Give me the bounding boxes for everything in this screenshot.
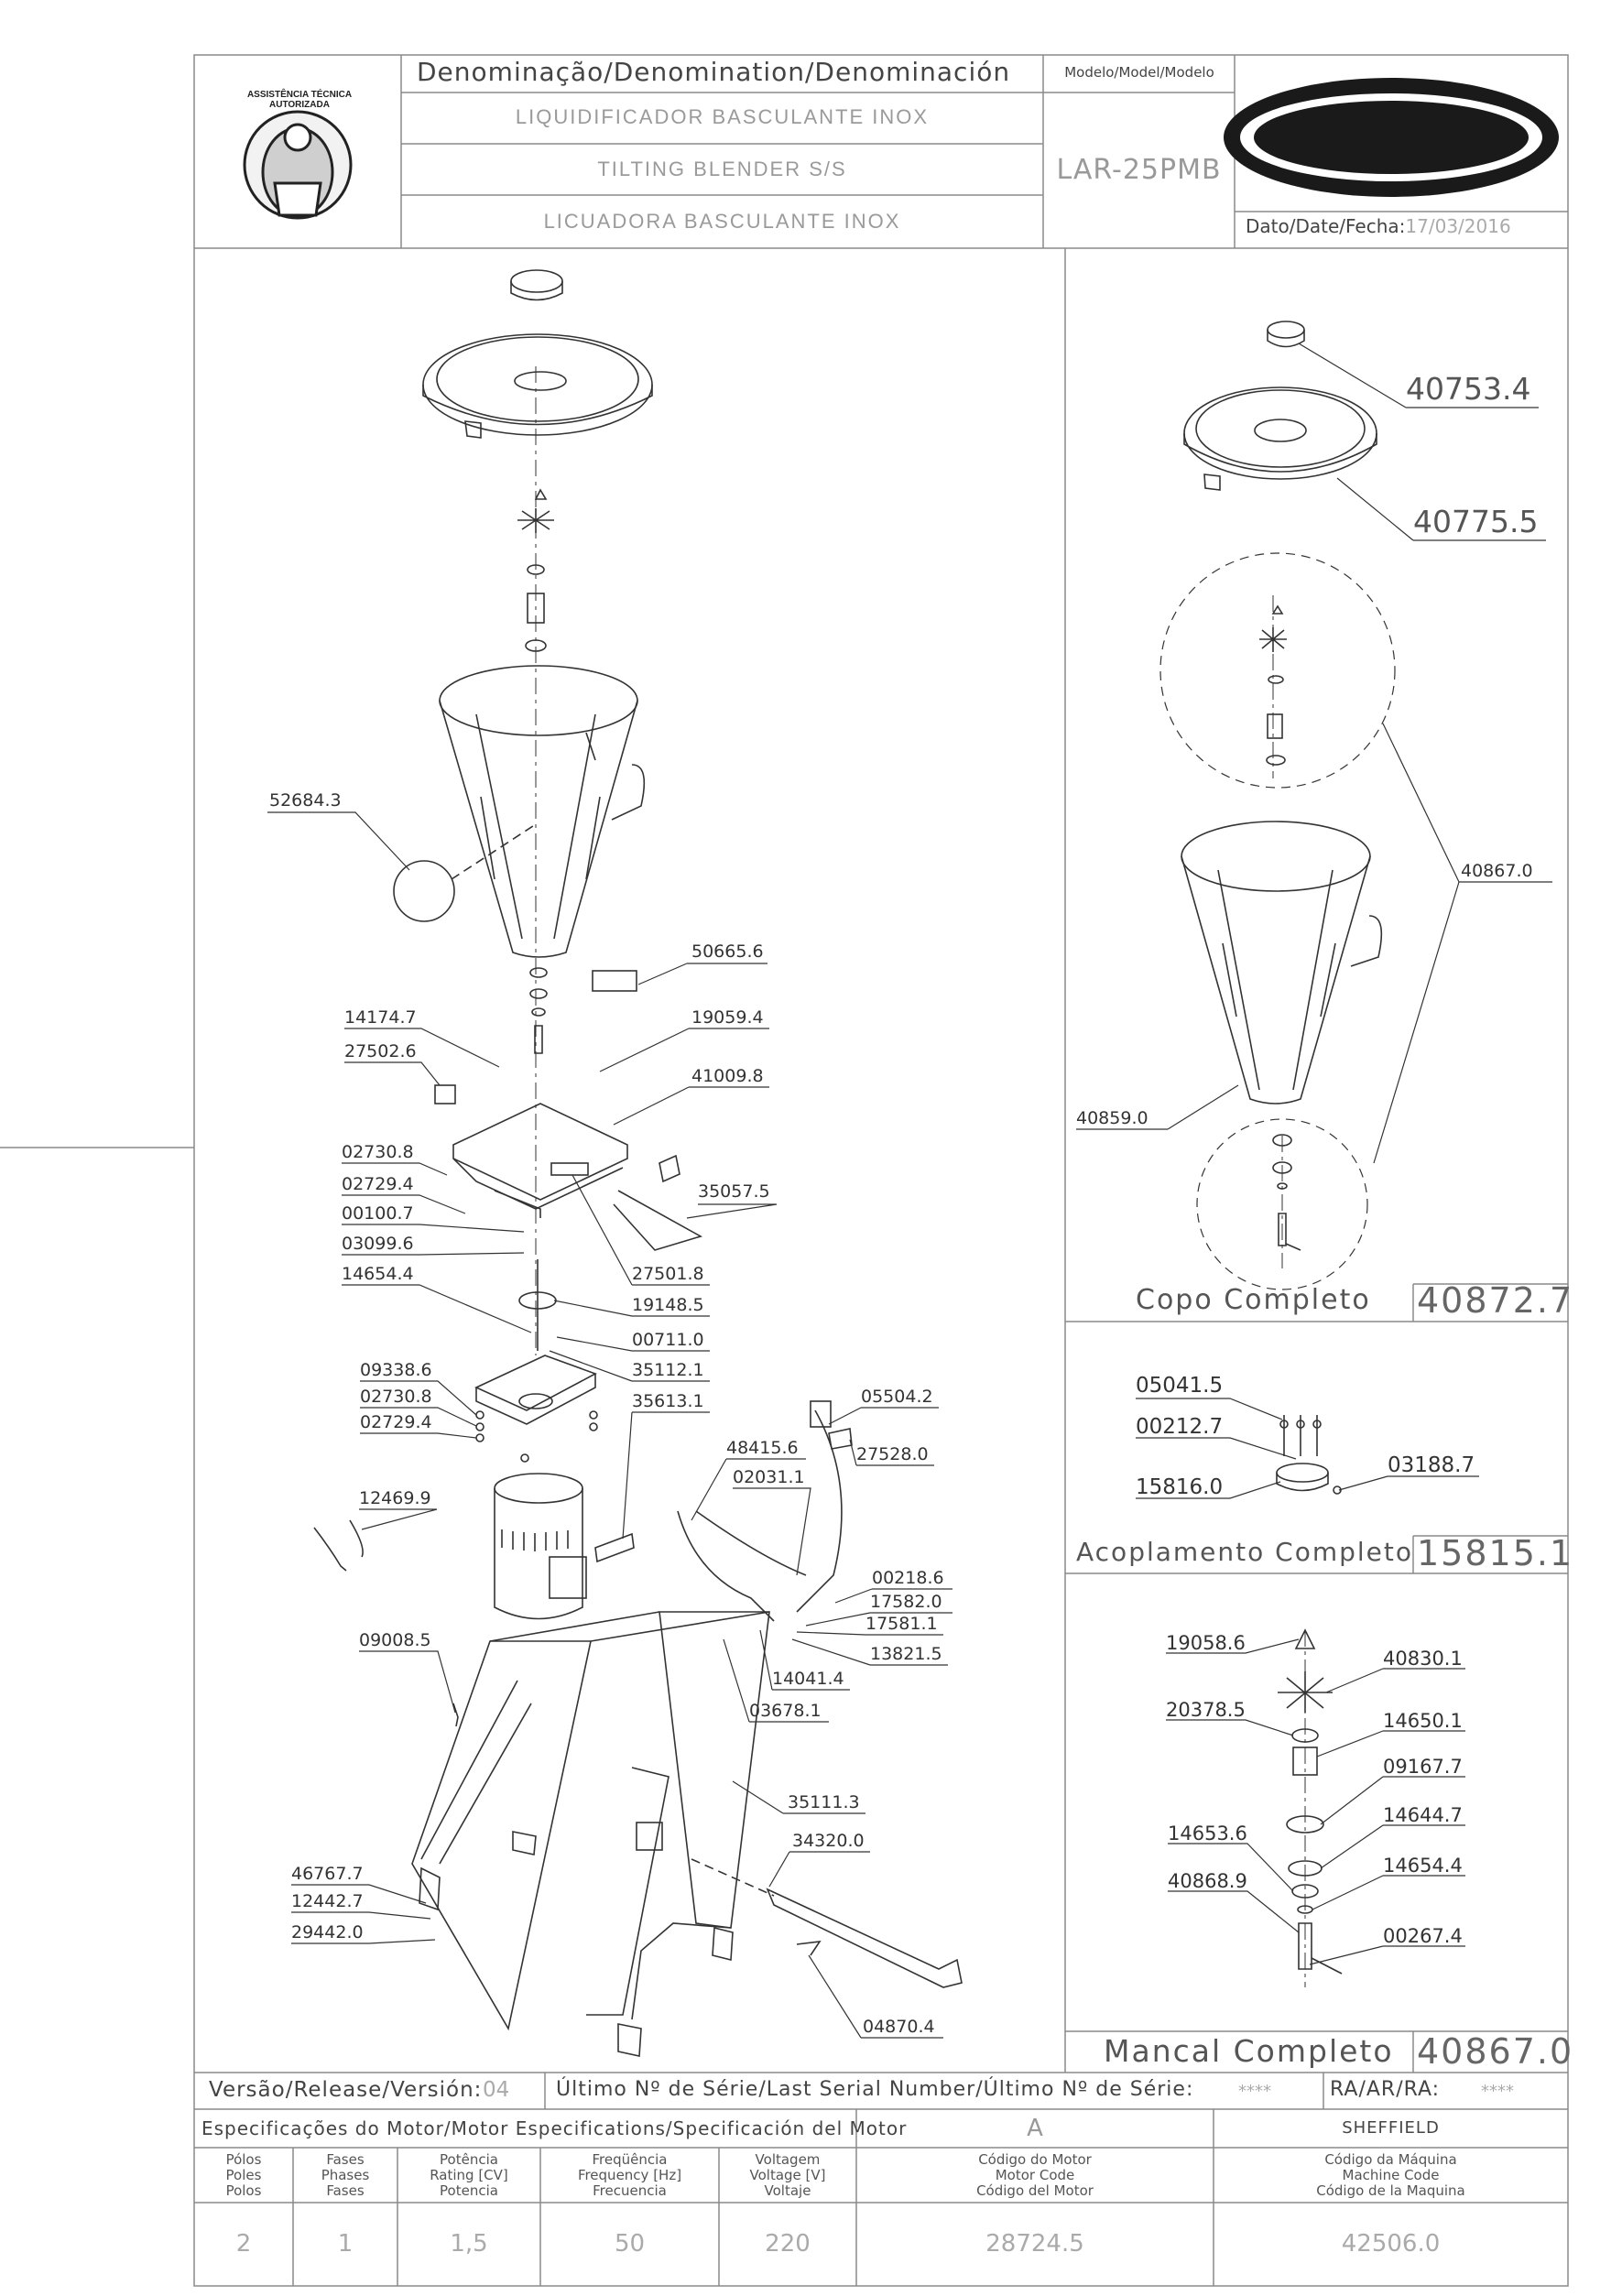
part-label: 00218.6 bbox=[872, 1568, 944, 1588]
part-label: 19059.4 bbox=[691, 1007, 764, 1028]
part-label: 27502.6 bbox=[344, 1041, 417, 1061]
date-label: Dato/Date/Fecha: bbox=[1246, 215, 1406, 237]
model-code: LAR-25PMB bbox=[1056, 154, 1222, 186]
motor-type: A bbox=[1027, 2115, 1043, 2142]
part-label: 09338.6 bbox=[360, 1360, 432, 1380]
ra-label: RA/AR/RA: bbox=[1330, 2078, 1441, 2101]
spec-value-rating: 1,5 bbox=[450, 2230, 488, 2258]
mancal-part-label: 00267.4 bbox=[1383, 1925, 1463, 1947]
mancal-code: 40867.0 bbox=[1417, 2031, 1574, 2072]
spec-header-frequency: Freqüência Frequency [Hz] Frecuencia bbox=[577, 2151, 682, 2199]
motor-manufacturer: SHEFFIELD bbox=[1342, 2118, 1440, 2138]
part-label: 17581.1 bbox=[865, 1614, 938, 1634]
spec-value-motor-code: 28724.5 bbox=[985, 2230, 1084, 2258]
part-label: 17582.0 bbox=[870, 1592, 942, 1612]
brand-name: POLI bbox=[1319, 109, 1450, 167]
part-label: 35111.3 bbox=[788, 1792, 860, 1812]
part-label: 03099.6 bbox=[342, 1234, 414, 1254]
spec-header-phases: Fases Phases Fases bbox=[321, 2151, 370, 2199]
part-label: 35057.5 bbox=[698, 1181, 770, 1202]
acoplamento-part-label: 00212.7 bbox=[1136, 1415, 1224, 1439]
part-label: 02730.8 bbox=[342, 1142, 414, 1162]
ra-value: **** bbox=[1481, 2082, 1514, 2101]
copo-part-label: 40859.0 bbox=[1076, 1108, 1148, 1128]
part-label: 27528.0 bbox=[856, 1444, 929, 1464]
acoplamento-title: Acoplamento Completo bbox=[1076, 1537, 1414, 1567]
poli-logo bbox=[1319, 108, 1462, 168]
product-name-es: LICUADORA BASCULANTE INOX bbox=[543, 210, 901, 233]
copo-part-label: 40775.5 bbox=[1413, 504, 1539, 539]
denomination-title: Denominação/Denomination/Denominación bbox=[417, 57, 1011, 87]
part-label: 14174.7 bbox=[344, 1007, 417, 1028]
spec-header-poles: Pólos Poles Polos bbox=[225, 2151, 262, 2199]
spec-value-phases: 1 bbox=[337, 2230, 354, 2258]
part-label: 14654.4 bbox=[342, 1264, 414, 1284]
part-label: 12469.9 bbox=[359, 1488, 431, 1508]
version-label: Versão/Release/Versión: bbox=[209, 2078, 483, 2102]
spec-header-rating: Potência Rating [CV] Potencia bbox=[430, 2151, 508, 2199]
version-value: 04 bbox=[483, 2078, 510, 2102]
part-label: 02730.8 bbox=[360, 1387, 432, 1407]
mancal-part-label: 14650.1 bbox=[1383, 1710, 1463, 1732]
copo-part-label: 40753.4 bbox=[1406, 371, 1531, 407]
acoplamento-part-label: 15816.0 bbox=[1136, 1475, 1224, 1499]
acoplamento-code: 15815.1 bbox=[1417, 1533, 1574, 1573]
part-label: 14041.4 bbox=[772, 1669, 844, 1689]
part-label: 00711.0 bbox=[632, 1330, 704, 1350]
acoplamento-part-label: 05041.5 bbox=[1136, 1374, 1224, 1398]
mancal-part-label: 40868.9 bbox=[1168, 1870, 1247, 1892]
part-label: 03678.1 bbox=[749, 1701, 822, 1721]
mancal-title: Mancal Completo bbox=[1104, 2033, 1394, 2069]
date-value: 17/03/2016 bbox=[1405, 215, 1511, 237]
part-label: 35613.1 bbox=[632, 1391, 704, 1411]
spec-header-voltage: Voltagem Voltage [V] Voltaje bbox=[749, 2151, 826, 2199]
part-label: 48415.6 bbox=[726, 1438, 799, 1458]
part-label: 41009.8 bbox=[691, 1066, 764, 1086]
product-name-en: TILTING BLENDER S/S bbox=[597, 158, 847, 180]
mancal-part-label: 09167.7 bbox=[1383, 1756, 1463, 1778]
part-label: 13821.5 bbox=[870, 1644, 942, 1664]
part-label: 27501.8 bbox=[632, 1264, 704, 1284]
spec-value-poles: 2 bbox=[235, 2230, 252, 2258]
model-title: Modelo/Model/Modelo bbox=[1064, 64, 1214, 81]
copo-view bbox=[1160, 321, 1395, 1289]
part-label: 34320.0 bbox=[792, 1831, 865, 1851]
mancal-view bbox=[1278, 1630, 1342, 1987]
part-label: 04870.4 bbox=[863, 2017, 935, 2037]
spec-value-frequency: 50 bbox=[614, 2230, 646, 2258]
copo-leader-lines bbox=[1076, 343, 1552, 1163]
part-label: 09008.5 bbox=[359, 1630, 431, 1650]
mancal-part-label: 20378.5 bbox=[1166, 1699, 1246, 1721]
copo-title: Copo Completo bbox=[1136, 1284, 1371, 1316]
part-label: 12442.7 bbox=[291, 1891, 364, 1911]
spec-header-machine-code: Código da Máquina Machine Code Código de la Maquina bbox=[1316, 2151, 1465, 2199]
part-label: 46767.7 bbox=[291, 1864, 364, 1884]
part-label: 50665.6 bbox=[691, 941, 764, 962]
copo-code: 40872.7 bbox=[1417, 1280, 1574, 1321]
date-row bbox=[1246, 215, 1511, 237]
part-label: 02031.1 bbox=[733, 1467, 805, 1487]
spec-header-motor-code: Código do Motor Motor Code Código del Motor bbox=[976, 2151, 1094, 2199]
part-label: 05504.2 bbox=[861, 1387, 933, 1407]
mancal-part-label: 14644.7 bbox=[1383, 1804, 1463, 1826]
mancal-part-label: 14654.4 bbox=[1383, 1855, 1463, 1877]
mancal-part-label: 19058.6 bbox=[1166, 1632, 1246, 1654]
release-row bbox=[194, 2073, 1568, 2109]
part-label: 29442.0 bbox=[291, 1922, 364, 1942]
serial-label: Último Nº de Série/Last Serial Number/Último Nº de Série: bbox=[556, 2078, 1194, 2101]
product-name-pt: LIQUIDIFICADOR BASCULANTE INOX bbox=[515, 105, 930, 128]
seal-text: ASSISTÊNCIA TÉCNICA AUTORIZADA bbox=[246, 90, 353, 110]
assistencia-seal bbox=[231, 82, 368, 229]
acoplamento-view bbox=[1277, 1415, 1341, 1494]
part-label: 02729.4 bbox=[342, 1174, 414, 1194]
mancal-leader-lines bbox=[1166, 1639, 1465, 1964]
copo-part-label: 40867.0 bbox=[1461, 861, 1533, 881]
mancal-part-label: 14653.6 bbox=[1168, 1823, 1247, 1844]
part-label: 35112.1 bbox=[632, 1360, 704, 1380]
part-label: 19148.5 bbox=[632, 1295, 704, 1315]
serial-value: **** bbox=[1238, 2082, 1271, 2101]
motor-spec-title: Especificações do Motor/Motor Especifications/Specificación del Motor bbox=[201, 2117, 908, 2139]
part-label: 52684.3 bbox=[269, 790, 342, 811]
part-label: 02729.4 bbox=[360, 1412, 432, 1432]
acoplamento-part-label: 03188.7 bbox=[1388, 1453, 1475, 1477]
brand-registered-mark: ® bbox=[1449, 108, 1462, 126]
spec-value-voltage: 220 bbox=[765, 2230, 811, 2258]
spec-value-machine-code: 42506.0 bbox=[1341, 2230, 1441, 2258]
mancal-part-label: 40830.1 bbox=[1383, 1648, 1463, 1670]
part-label: 00100.7 bbox=[342, 1203, 414, 1224]
